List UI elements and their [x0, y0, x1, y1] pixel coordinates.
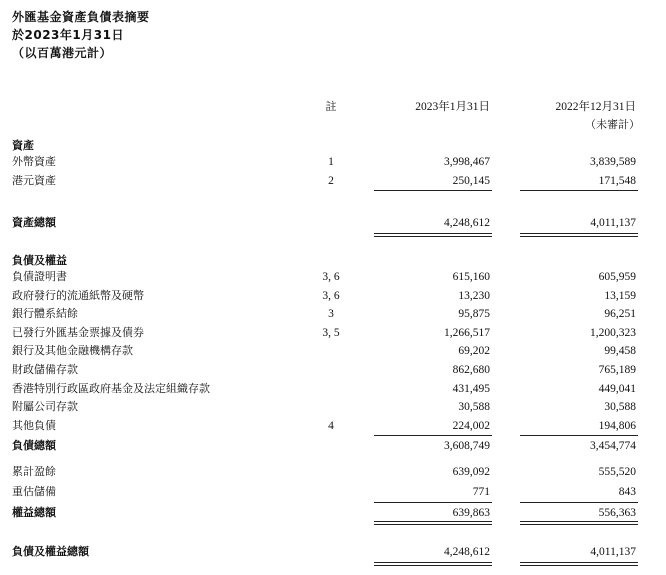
total-label: 負債總額 — [12, 439, 56, 452]
row-previous: 30,588 — [604, 401, 636, 413]
row-current: 3,998,467 — [444, 156, 490, 168]
row-label: 香港特別行政區政府基金及法定組織存款 — [12, 382, 210, 395]
double-rule — [520, 524, 638, 525]
subtotal-rule — [520, 435, 638, 436]
row-note: 1 — [328, 156, 334, 168]
row-note: 3 — [328, 308, 334, 320]
row-label: 銀行體系結餘 — [12, 307, 78, 320]
row-note: 3, 6 — [322, 290, 340, 302]
row-current: 771 — [472, 486, 490, 498]
row-note: 4 — [328, 420, 334, 432]
double-rule — [520, 521, 638, 522]
total-previous: 3,454,774 — [590, 440, 636, 452]
report-date: 於2023年1月31日 — [12, 28, 124, 42]
row-current: 13,230 — [458, 290, 490, 302]
subtotal-rule — [374, 502, 492, 503]
row-label: 政府發行的流通紙幣及硬幣 — [12, 289, 144, 302]
row-previous: 1,200,323 — [590, 327, 636, 339]
double-rule — [374, 521, 492, 522]
row-current: 1,266,517 — [444, 327, 490, 339]
subtotal-rule — [520, 502, 638, 503]
total-current: 4,248,612 — [444, 546, 490, 558]
total-current: 3,608,749 — [444, 440, 490, 452]
total-label: 權益總額 — [12, 506, 56, 519]
row-previous: 605,959 — [598, 271, 636, 283]
assets-heading: 資產 — [12, 139, 34, 152]
row-previous: 843 — [618, 486, 636, 498]
double-rule — [374, 236, 492, 237]
row-label: 銀行及其他金融機構存款 — [12, 344, 133, 357]
row-label: 重估儲備 — [12, 485, 56, 498]
row-previous: 3,839,589 — [590, 156, 636, 168]
total-previous: 4,011,137 — [590, 217, 636, 229]
report-unit: （以百萬港元計） — [12, 46, 113, 60]
row-current: 30,588 — [458, 401, 490, 413]
subtotal-rule — [520, 190, 638, 191]
double-rule — [374, 565, 492, 566]
double-rule — [374, 233, 492, 234]
row-label: 其他負債 — [12, 419, 56, 432]
row-label: 財政儲備存款 — [12, 363, 78, 376]
double-rule — [520, 562, 638, 563]
row-previous: 765,189 — [598, 364, 636, 376]
row-current: 69,202 — [458, 345, 490, 357]
col-header-unaudited: （未審計） — [585, 118, 640, 131]
col-header-previous: 2022年12月31日 — [555, 101, 636, 113]
total-current: 639,863 — [452, 507, 490, 519]
row-previous: 194,806 — [598, 420, 636, 432]
row-current: 639,092 — [452, 466, 490, 478]
row-current: 615,160 — [452, 271, 490, 283]
row-note: 2 — [328, 175, 334, 187]
row-label: 外幣資產 — [12, 155, 56, 168]
subtotal-rule — [374, 190, 492, 191]
double-rule — [520, 236, 638, 237]
row-current: 862,680 — [452, 364, 490, 376]
total-label: 資產總額 — [12, 216, 56, 229]
row-previous: 13,159 — [604, 290, 636, 302]
double-rule — [374, 524, 492, 525]
row-label: 附屬公司存款 — [12, 400, 78, 413]
row-previous: 171,548 — [598, 175, 636, 187]
liabilities-heading: 負債及權益 — [12, 254, 67, 267]
double-rule — [520, 233, 638, 234]
row-current: 431,495 — [452, 383, 490, 395]
row-label: 港元資產 — [12, 174, 56, 187]
report-title: 外匯基金資產負債表摘要 — [12, 10, 150, 24]
double-rule — [374, 562, 492, 563]
total-current: 4,248,612 — [444, 217, 490, 229]
row-label: 負債證明書 — [12, 270, 67, 283]
row-previous: 99,458 — [604, 345, 636, 357]
row-previous: 555,520 — [598, 466, 636, 478]
col-header-note: 註 — [325, 100, 337, 113]
row-note: 3, 5 — [322, 327, 340, 339]
total-label: 負債及權益總額 — [12, 545, 89, 558]
row-note: 3, 6 — [322, 271, 340, 283]
row-previous: 96,251 — [604, 308, 636, 320]
subtotal-rule — [374, 435, 492, 436]
row-current: 250,145 — [452, 175, 490, 187]
row-current: 224,002 — [452, 420, 490, 432]
double-rule — [520, 565, 638, 566]
row-previous: 449,041 — [598, 383, 636, 395]
col-header-current: 2023年1月31日 — [415, 101, 490, 113]
row-label: 累計盈餘 — [12, 465, 56, 478]
total-previous: 4,011,137 — [590, 546, 636, 558]
row-label: 已發行外匯基金票據及債券 — [12, 326, 144, 339]
total-previous: 556,363 — [598, 507, 636, 519]
row-current: 95,875 — [458, 308, 490, 320]
